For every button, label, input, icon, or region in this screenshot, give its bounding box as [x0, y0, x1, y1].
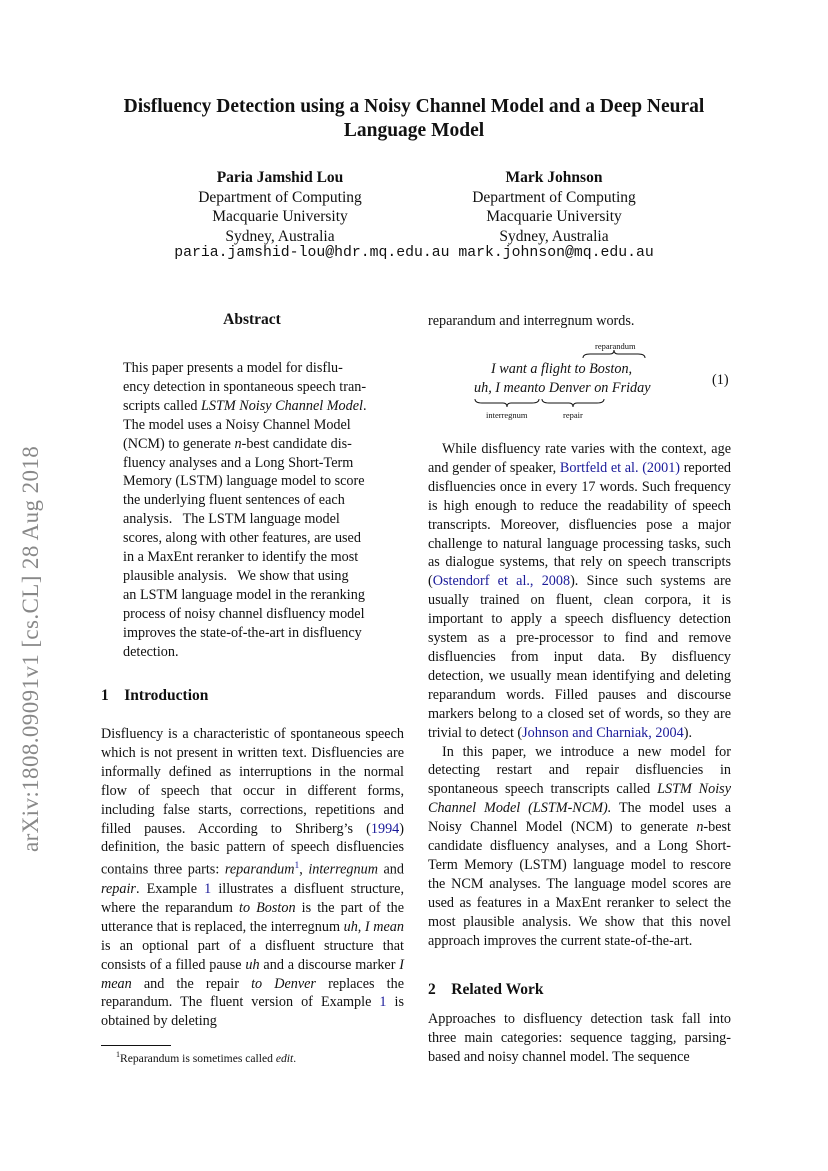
section-title: Related Work [451, 981, 544, 998]
author-city: Sydney, Australia [499, 227, 609, 245]
section-title: Introduction [124, 687, 209, 704]
author-block-1 [170, 168, 390, 246]
abstract-line: the underlying fluent sentences of each [123, 492, 345, 509]
continued-text: reparandum and interregnum words. [428, 313, 635, 329]
citation-link[interactable]: Johnson and Charniak, 2004 [522, 724, 684, 741]
abstract-line: ency detection in spontaneous speech tran- [123, 378, 367, 395]
right-body [428, 440, 731, 950]
label-interregnum: interregnum [486, 410, 528, 420]
brace-reparandum [582, 349, 646, 359]
abstract-line: scripts called LSTM Noisy Channel Model. [123, 397, 367, 414]
author-univ: Macquarie University [212, 208, 348, 225]
citation-link[interactable]: 1994 [370, 820, 400, 837]
section-number: 1 [101, 687, 109, 704]
label-reparandum: reparandum [595, 341, 636, 351]
abstract-line: fluency analyses and a Long Short-Term [123, 454, 354, 471]
abstract-line: detection. [123, 643, 179, 660]
label-repair: repair [563, 410, 583, 420]
example-ref-link[interactable]: 1 [379, 994, 387, 1011]
abstract-line: analysis. The LSTM language model [123, 511, 340, 528]
abstract-line: (NCM) to generate n-best candidate dis- [123, 435, 352, 452]
paragraph: While disfluency rate varies with the context, age and gender of speaker, Bortfeld et al. (2001) reported disfluencies once in every 17 words. Such frequency is high enough to reduce the readability of speech transcripts. Moreover, disfluencies pose a major challenge to natural language processing tasks, such as dialogue systems, that rely on speech transcripts (Ostendorf et al., 2008). Since such systems are usually trained on fluent, clean corpora, it is important to apply a speech disfluency detection system as a pre-processor to find and remove disfluencies from input data. By disfluency detection, we usually mean identifying and deleting reparandum words. Filled pauses and discourse markers belong to a closed set of words, so they are trivial to detect (Johnson and Charniak, 2004). [428, 441, 731, 741]
example-ref-link[interactable]: 1 [204, 880, 212, 897]
author-name: Paria Jamshid Lou [216, 169, 344, 186]
abstract-heading: Abstract [223, 311, 281, 328]
author-emails: paria.jamshid-lou@hdr.mq.edu.au mark.johnson@mq.edu.au [174, 245, 654, 261]
section-heading-introduction [101, 687, 208, 705]
author-univ: Macquarie University [486, 208, 622, 225]
author-city: Sydney, Australia [225, 227, 335, 245]
author-block-2 [444, 168, 664, 246]
abstract-line: plausible analysis. We show that using [123, 567, 349, 584]
footnote-rule [101, 1045, 171, 1046]
abstract-line: improves the state-of-the-art in disfluency [123, 624, 362, 641]
section-number: 2 [428, 981, 436, 998]
author-name: Mark Johnson [505, 169, 603, 186]
example-interregnum: uh, I mean [474, 380, 535, 396]
example-line-2: uh, I meanto Denver on Friday [474, 380, 651, 396]
footnote: $^1$Reparandum is sometimes called edit. [116, 1050, 297, 1065]
footnote-marker[interactable]: 1 [294, 861, 300, 872]
related-work-paragraph: Approaches to disfluency detection task fall into three main categories: sequence tagging, parsing-based and noisy channel model. The sequence [428, 1011, 731, 1065]
author-dept: Department of Computing [198, 188, 362, 206]
abstract-line: in a MaxEnt reranker to identify the most [123, 549, 359, 566]
title-line-2: Language Model [343, 120, 485, 141]
intro-paragraph: Disfluency is a characteristic of spontaneous speech which is not present in written text. Disfluencies are informally defined as interruptions in the normal flow of speech that occur in different forms, including false starts, corrections, repetitions and filled pauses. According to Shriberg’s (1994) definition, the basic pattern of speech disfluencies contains three parts: reparandum$^1$, interregnum and repair. Example 1 illustrates a disfluent structure, where the reparandum to Boston is the part of the utterance that is replaced, the interregnum uh, I mean is an optional part of a disfluent structure that consists of a filled pause uh and a discourse marker I mean and the repair to Denver replaces the reparandum. The fluent version of Example 1 is obtained by deleting [101, 726, 405, 1030]
citation-link[interactable]: Bortfeld et al. (2001) [559, 459, 681, 476]
paper-title [90, 95, 738, 143]
example-repair: to Denver [534, 380, 591, 396]
arxiv-stamp: arXiv:1808.09091v1 [cs.CL] 28 Aug 2018 [18, 445, 43, 852]
citation-link[interactable]: Ostendorf et al., 2008 [432, 573, 571, 590]
brace-interregnum [474, 398, 540, 408]
abstract-line: an LSTM language model in the reranking [123, 586, 365, 603]
paragraph: In this paper, we introduce a new model for detecting restart and repair disfluencies in spontaneous speech transcripts called LSTM Noisy Channel Model (LSTM-NCM). The model uses a Noisy Channel Model (NCM) to generate n-best candidate disfluency analyses, and a Long Short-Term Memory (LSTM) language model to rescore the NCM analyses. The language model scores are used as features in a MaxEnt reranker to select the most plausible analysis. We show that this novel approach improves the current state-of-the-art. [428, 743, 731, 949]
example-line-1: I want a flight to Boston, [491, 361, 633, 377]
abstract-body [123, 359, 381, 662]
brace-repair [541, 398, 605, 408]
section-heading-related-work [428, 981, 544, 999]
abstract-line: scores, along with other features, are used [123, 530, 361, 547]
example-number: (1) [712, 372, 729, 388]
abstract-line: The model uses a Noisy Channel Model [123, 416, 351, 433]
abstract-line: process of noisy channel disfluency model [123, 605, 365, 622]
abstract-line: This paper presents a model for disflu- [123, 360, 343, 376]
author-dept: Department of Computing [472, 188, 636, 206]
title-line-1: Disfluency Detection using a Noisy Channel Model and a Deep Neural [123, 96, 705, 117]
abstract-line: Memory (LSTM) language model to score [123, 473, 365, 490]
